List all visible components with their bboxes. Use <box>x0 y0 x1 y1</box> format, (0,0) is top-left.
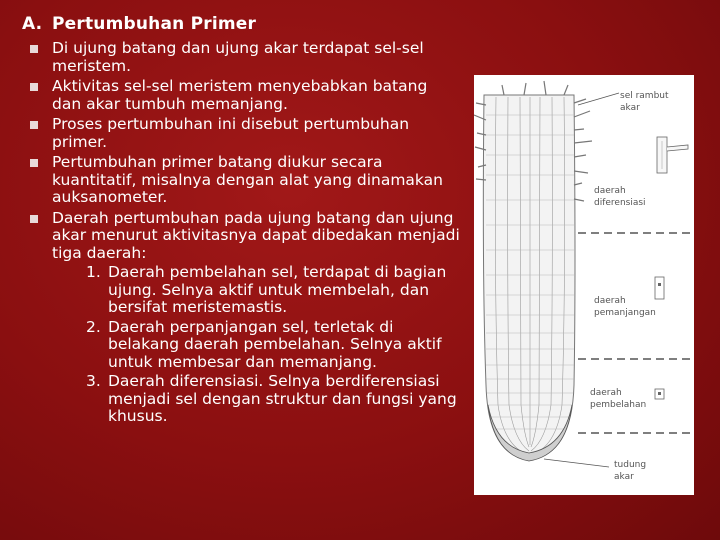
label-differentiation-zone: diferensiasi <box>594 198 646 208</box>
root-tip-figure <box>474 75 694 495</box>
sub-item <box>52 264 460 317</box>
sub-item-text: Daerah pembelahan sel, terdapat di bagian ujung. Selnya aktif untuk membelah, dan bersifat meristemastis. <box>108 263 447 316</box>
square-bullet-icon <box>30 121 38 129</box>
heading-number: A. <box>22 14 43 34</box>
square-bullet-icon <box>30 215 38 223</box>
heading-text: Pertumbuhan Primer <box>52 14 257 34</box>
label-elongation-zone: daerah <box>594 296 626 306</box>
elongation-cell-nucleus <box>658 283 661 286</box>
sub-item-number: 1. <box>86 263 101 281</box>
label-root-cap: tudung <box>614 460 647 470</box>
sub-item <box>52 319 460 372</box>
square-bullet-icon <box>30 159 38 167</box>
label-root-cap: akar <box>614 472 634 482</box>
bullet-item <box>30 154 460 207</box>
root-tip-diagram <box>474 75 694 495</box>
numbered-sublist <box>52 264 460 426</box>
root-cap-pointer <box>544 459 609 467</box>
label-division-zone: pembelahan <box>590 400 647 410</box>
label-division-zone: daerah <box>590 388 622 398</box>
label-differentiation-zone: daerah <box>594 186 626 196</box>
label-elongation-zone: pemanjangan <box>594 308 656 318</box>
sub-item <box>52 373 460 426</box>
sub-item-text: Daerah diferensiasi. Selnya berdiferensiasi menjadi sel dengan struktur dan fungsi yang khusus. <box>108 372 457 425</box>
sub-item-number: 2. <box>86 317 101 336</box>
square-bullet-icon <box>30 45 38 53</box>
bullet-item <box>30 40 460 75</box>
label-root-hair: akar <box>620 103 640 113</box>
bullet-list <box>30 40 460 429</box>
bullet-text: Proses pertumbuhan ini disebut pertumbuhan primer. <box>52 115 410 151</box>
elongation-cell-inset <box>655 277 664 299</box>
sub-item-text: Daerah perpanjangan sel, terletak di belakang daerah pembelahan. Selnya aktif untuk membesar dan memanjang. <box>108 317 442 371</box>
bullet-text: Pertumbuhan primer batang diukur secara kuantitatif, misalnya dengan alat yang dinamakan auksanometer. <box>52 153 443 206</box>
bullet-text: Aktivitas sel-sel meristem menyebabkan batang dan akar tumbuh memanjang. <box>52 77 428 113</box>
bullet-item <box>30 116 460 151</box>
division-cell-nucleus <box>658 392 661 395</box>
bullet-item <box>30 210 460 426</box>
square-bullet-icon <box>30 83 38 91</box>
bullet-item <box>30 78 460 113</box>
sub-item-number: 3. <box>86 372 101 390</box>
bullet-text: Daerah pertumbuhan pada ujung batang dan ujung akar menurut aktivitasnya dapat dibedakan menjadi tiga daerah: <box>52 208 460 262</box>
label-root-hair: sel rambut <box>620 91 669 101</box>
bullet-text: Di ujung batang dan ujung akar terdapat sel-sel meristem. <box>52 39 424 75</box>
root-hair-cell-inset <box>657 137 688 173</box>
slide-title <box>22 14 256 34</box>
